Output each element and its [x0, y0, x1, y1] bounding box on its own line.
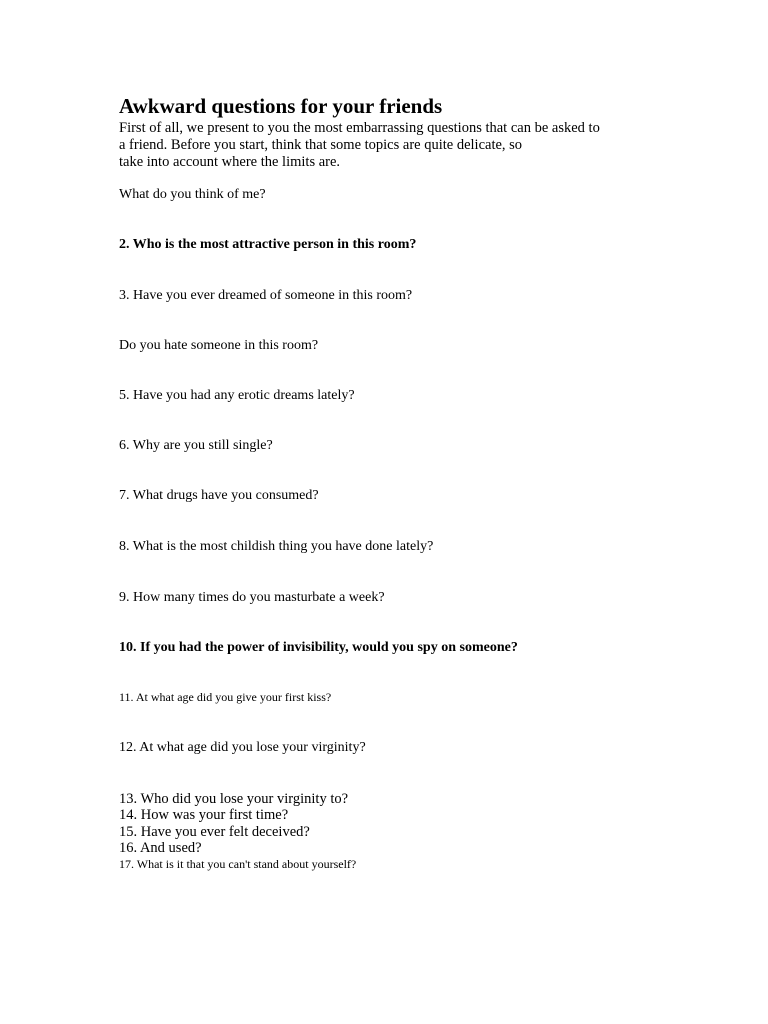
question-6: 6. Why are you still single? — [119, 438, 273, 453]
intro-line-3: take into account where the limits are. — [119, 154, 341, 170]
question-12: 12. At what age did you lose your virginity? — [119, 740, 366, 755]
intro-line-1: First of all, we present to you the most embarrassing questions that can be asked to — [119, 120, 600, 136]
question-14: 14. How was your first time? — [119, 807, 289, 823]
question-5: 5. Have you had any erotic dreams lately? — [119, 388, 355, 403]
question-7: 7. What drugs have you consumed? — [119, 488, 319, 503]
intro-line-2: a friend. Before you start, think that some topics are quite delicate, so — [119, 137, 523, 153]
document-title: Awkward questions for your friends — [119, 94, 443, 118]
question-10: 10. If you had the power of invisibility, would you spy on someone? — [119, 640, 518, 655]
question-2: 2. Who is the most attractive person in this room? — [119, 237, 417, 252]
question-9: 9. How many times do you masturbate a week? — [119, 590, 385, 605]
question-1: What do you think of me? — [119, 187, 266, 202]
question-17: 17. What is it that you can't stand about yourself? — [119, 857, 357, 871]
question-15: 15. Have you ever felt deceived? — [119, 824, 310, 840]
question-8: 8. What is the most childish thing you have done lately? — [119, 539, 434, 554]
question-11: 11. At what age did you give your first kiss? — [119, 690, 332, 704]
question-4: Do you hate someone in this room? — [119, 338, 319, 353]
question-13: 13. Who did you lose your virginity to? — [119, 791, 349, 807]
question-3: 3. Have you ever dreamed of someone in this room? — [119, 288, 413, 303]
question-16: 16. And used? — [119, 840, 202, 856]
